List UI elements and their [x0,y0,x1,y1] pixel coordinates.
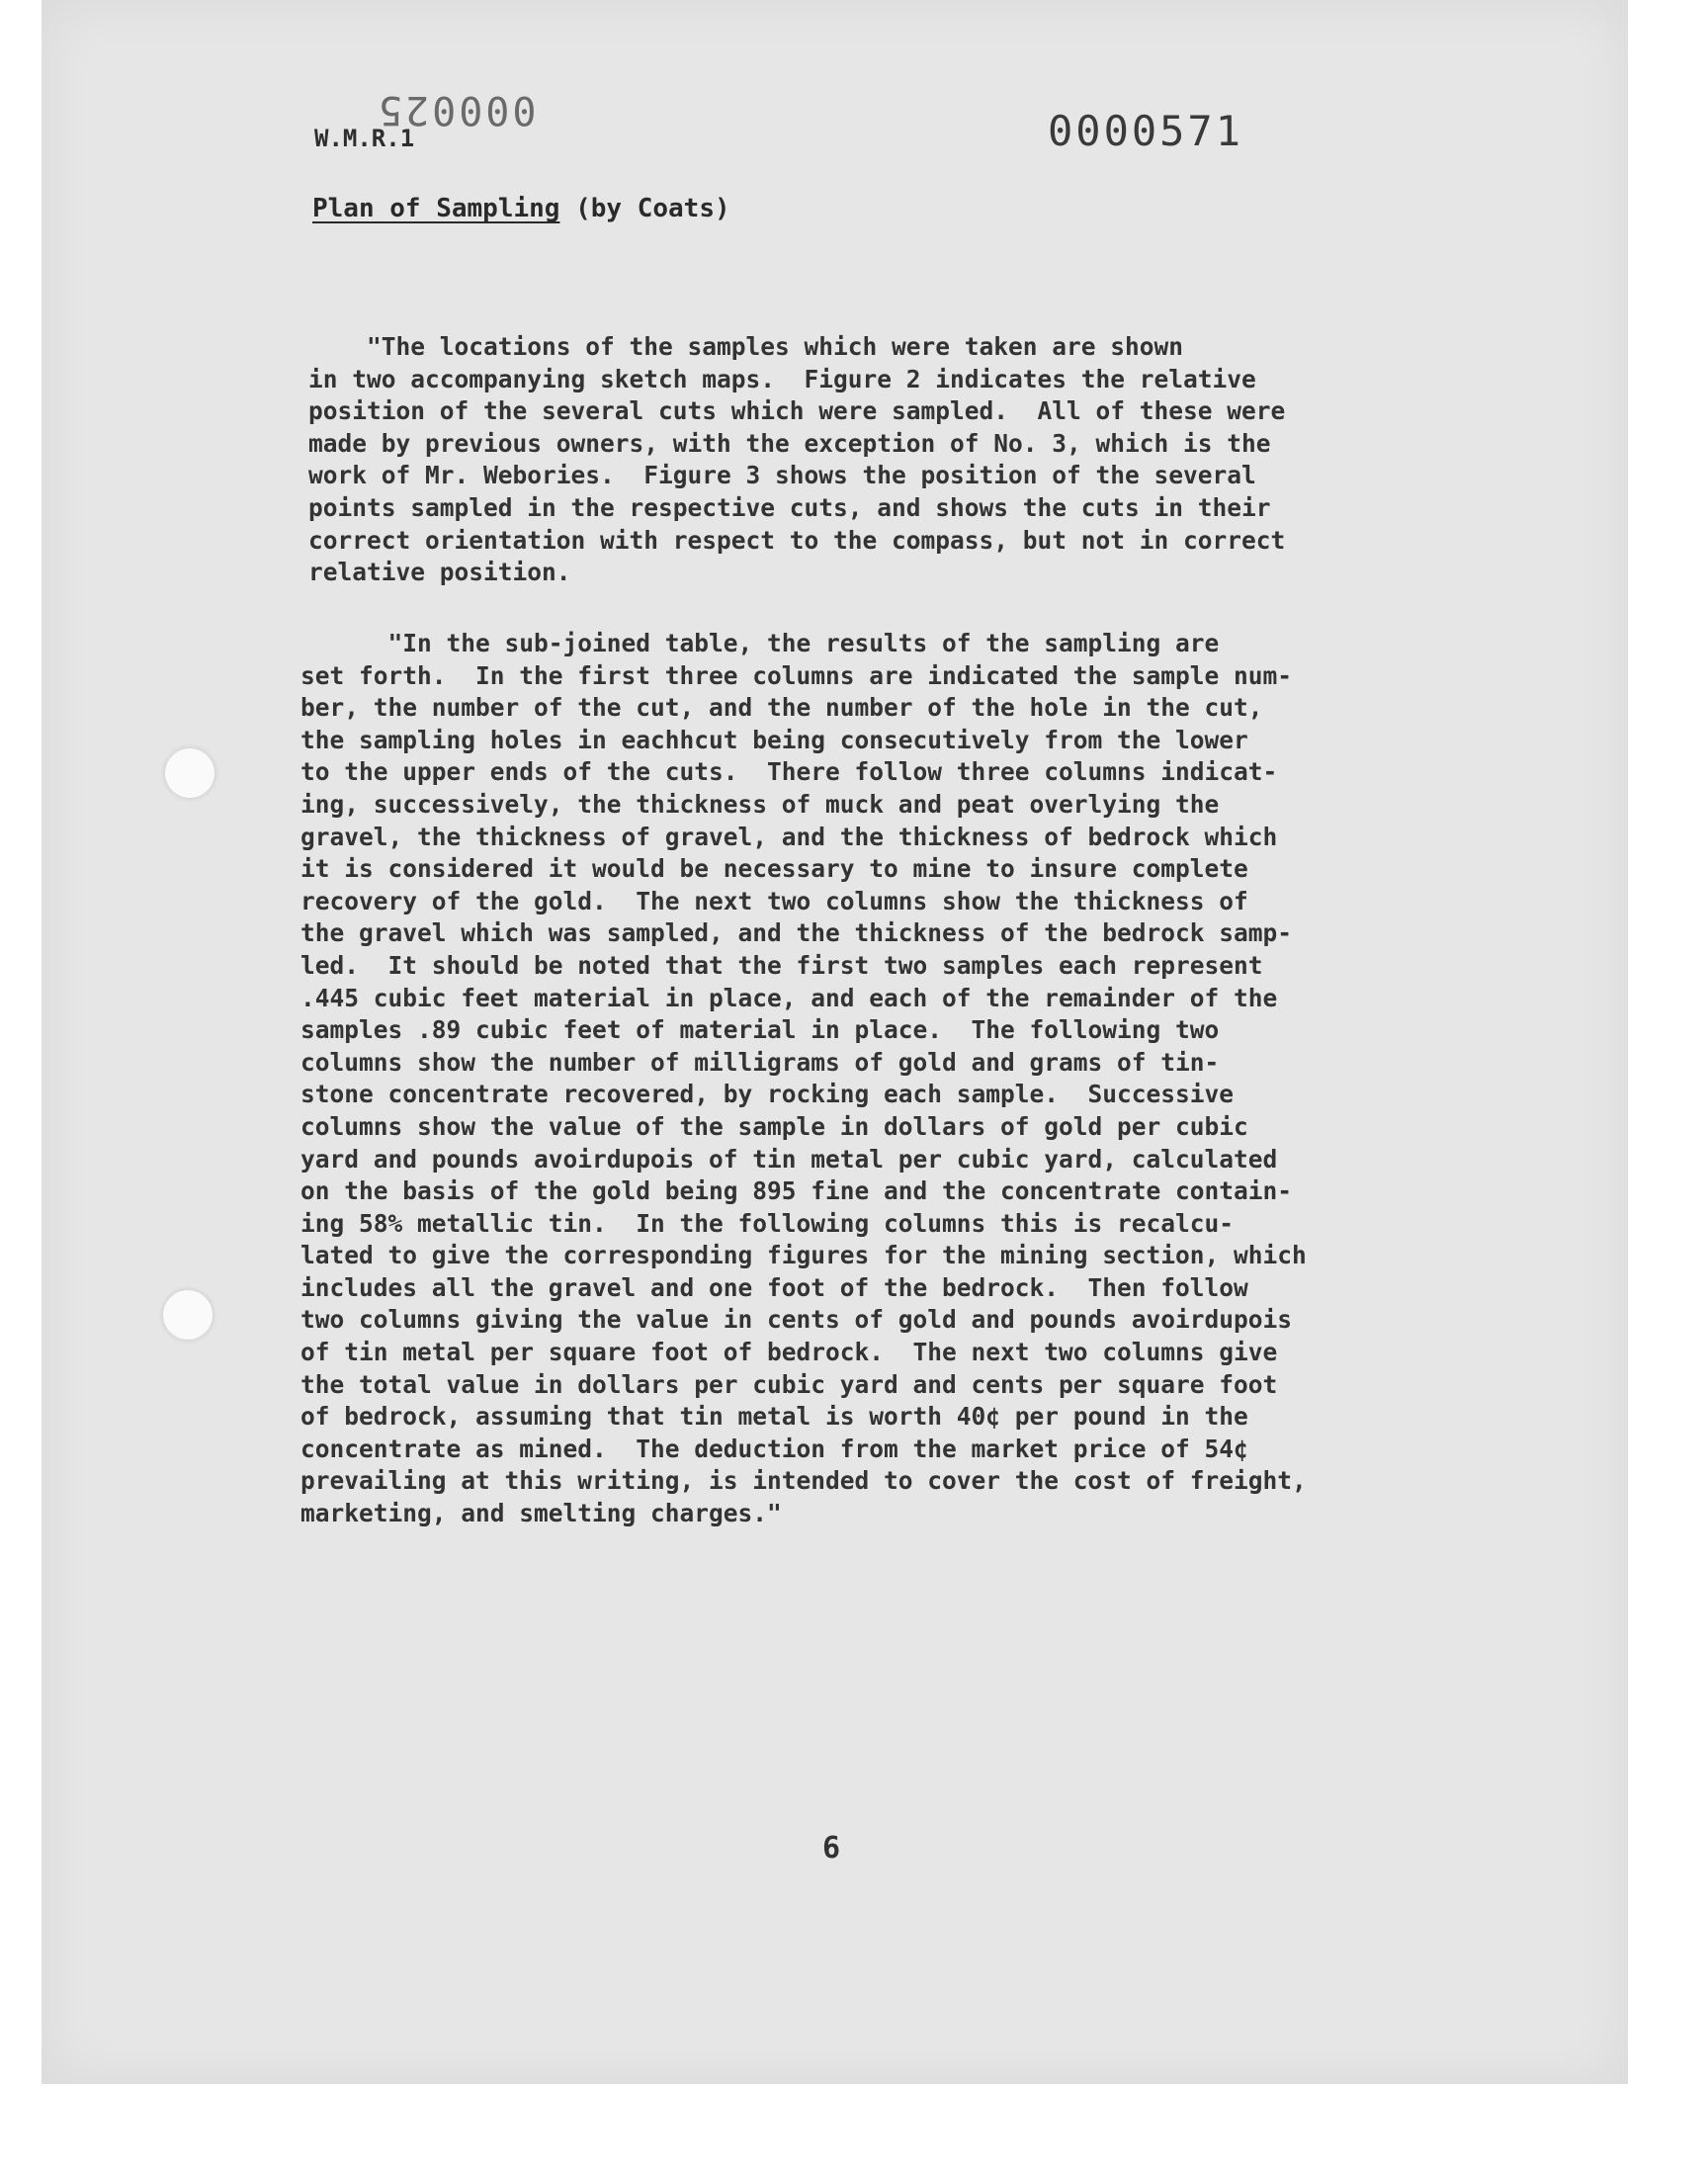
punch-hole [165,748,214,798]
body-paragraph-2: "In the sub-joined table, the results of the sampling are set forth. In the first three columns are indicated the sample num- ber, the number of the cut, and the number of the hole in the cut, the sampling holes in eachhcut being consecutively from the lower to the upper ends of the cuts. There follow three columns indicat- ing, successively, the thickness of muck and peat overlying the gravel, the thickness of gravel, and the thickness of bedrock which it is considered it would be necessary to mine to insure complete recovery of the gold. The next two columns show the thickness of the gravel which was sampled, and the thickness of the bedrock samp- led. It should be noted that the first two samples each represent .445 cubic feet material in place, and each of the remainder of the samples .89 cubic feet of material in place. The following two columns show the number of milligrams of gold and grams of tin- stone concentrate recovered, by rocking each sample. Successive columns show the value of the sample in dollars of gold per cubic yard and pounds avoirdupois of tin metal per cubic yard, calculated on the basis of the gold being 895 fine and the concentrate contain- ing 58% metallic tin. In the following columns this is recalcu- lated to give the corresponding figures for the mining section, which includes all the gravel and one foot of the bedrock. Then follow two columns giving the value in cents of gold and pounds avoirdupois of tin metal per square foot of bedrock. The next two columns give the total value in dollars per cubic yard and cents per square foot of bedrock, assuming that tin metal is worth 40¢ per pound in the concentrate as mined. The deduction from the market price of 54¢ prevailing at this writing, is intended to cover the cost of freight, marketing, and smelting charges." [300,629,1307,1528]
body-paragraph-1: "The locations of the samples which were taken are shown in two accompanying sketch maps. Figure 2 indicates the relative position of the several cuts which were sampled. All of these were made by previous owners, with the exception of No. 3, which is the work of Mr. Webories. Figure 3 shows the position of the several points sampled in the respective cuts, and shows the cuts in their correct orientation with respect to the compass, but not in correct relative position. [308,332,1286,587]
punch-hole [163,1290,213,1340]
title-underlined: Plan of Sampling [312,194,560,223]
document-reference: W.M.R.1 [314,125,415,152]
page-title [312,194,730,223]
page-stamp-number: 0000571 [1048,107,1244,155]
title-suffix: (by Coats) [559,194,730,223]
page-number: 6 [822,1831,841,1866]
inverted-stamp-number: 000025 [376,87,537,132]
